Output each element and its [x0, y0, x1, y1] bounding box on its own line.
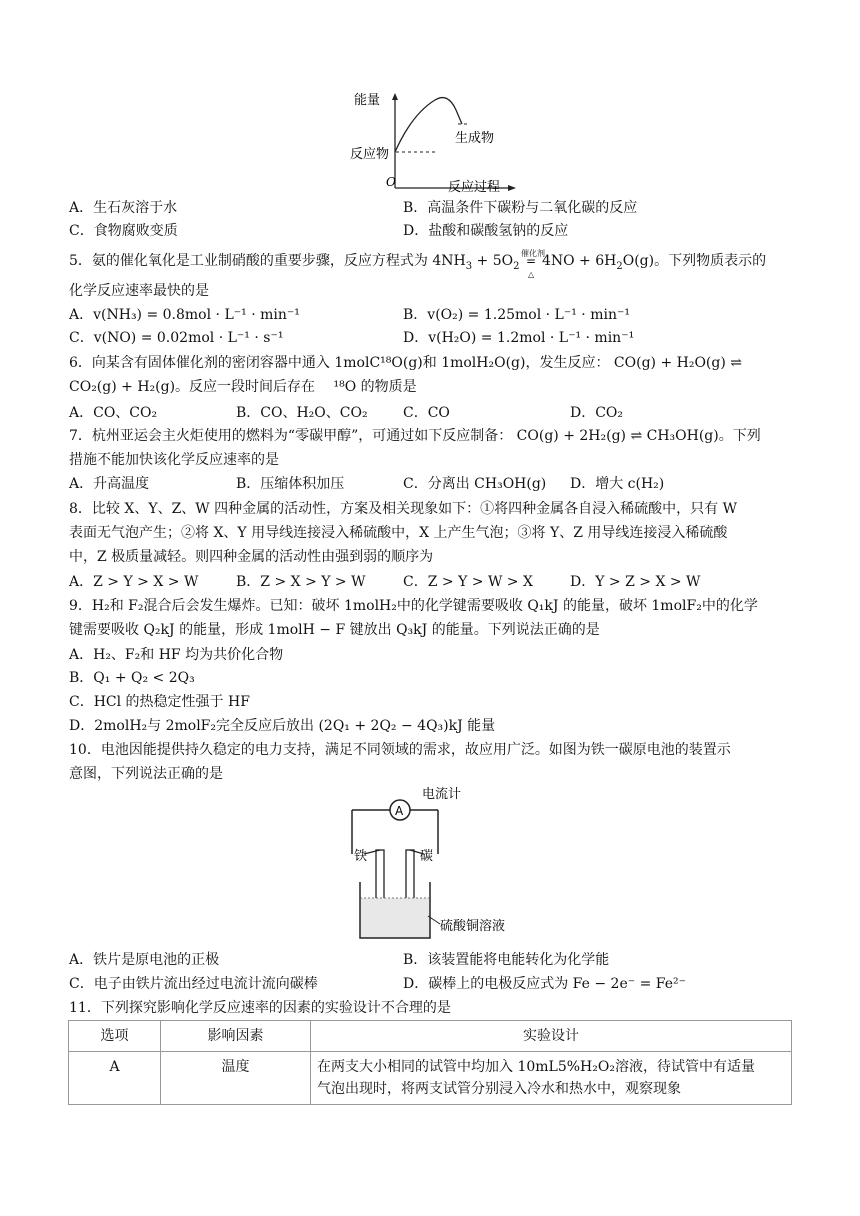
q4-option-c: C．食物腐败变质 [69, 223, 178, 239]
q6-option-a: A．CO、CO₂ [69, 405, 158, 421]
q8-stem-line3: 中，Z 极质量减轻。则四种金属的活动性由强到弱的顺序为 [69, 549, 434, 565]
galvanic-cell-diagram [340, 782, 520, 946]
q6-stem-line2: CO₂(g) + H₂(g)。反应一段时间后存在 ¹⁸O 的物质是 [69, 379, 417, 395]
reaction-progress-label: 反应过程 [448, 180, 501, 195]
heat-label: △ [527, 270, 535, 279]
q4-option-b: B．高温条件下碳粉与二氧化碳的反应 [403, 200, 638, 216]
q9-option-d: D．2molH₂与 2molF₂完全反应后放出 (2Q₁ + 2Q₂ − 4Q₃)kJ 能量 [69, 718, 496, 734]
q11-table [68, 1020, 792, 1105]
table-row [69, 1052, 792, 1105]
ammeter-symbol: A [395, 804, 404, 818]
origin-label: O [386, 175, 396, 189]
energy-diagram [350, 90, 520, 196]
catalyst-label: 催化剂 [520, 249, 545, 258]
header-factor: 影响因素 [161, 1021, 311, 1052]
row-a-design: 在两支大小相同的试管中均加入 10mL5%H₂O₂溶液，待试管中有适量 气泡出现时，将两支试管分别浸入冷水和热水中，观察现象 [311, 1052, 792, 1105]
energy-axis-label: 能量 [354, 93, 381, 108]
q10-option-a: A．铁片是原电池的正极 [69, 952, 220, 968]
q8-option-c: C．Z > Y > W > X [403, 574, 533, 590]
q6-option-d: D．CO₂ [570, 405, 624, 421]
q11-stem: 11．下列探究影响化学反应速率的因素的实验设计不合理的是 [69, 1000, 451, 1016]
q5-stem-line1: 5．氨的催化氧化是工业制硝酸的重要步骤，反应方程式为 $4NH_3 + 5O_2$ 催化剂 = △ $4NO + 6H_2O(g)$。下列物质表示的 [69, 251, 766, 277]
q8-stem-line2: 表面无气泡产生；②将 X、Y 用导线连接浸入稀硫酸中，X 上产生气泡；③将 Y、Z 用导线连接浸入稀硫酸 [69, 525, 728, 541]
q10-option-d: D．碳棒上的电极反应式为 Fe − 2e⁻ = Fe²⁻ [403, 976, 686, 992]
q7-option-b: B．压缩体积加压 [236, 476, 345, 492]
q10-option-b: B．该装置能将电能转化为化学能 [403, 952, 610, 968]
q6-option-b: B．CO、H₂O、CO₂ [236, 405, 368, 421]
solution-label: 硫酸铜溶液 [440, 919, 506, 934]
row-a-factor: 温度 [161, 1052, 311, 1105]
q7-stem-line1: 7．杭州亚运会主火炬使用的燃料为“零碳甲醇”，可通过如下反应制备： CO(g) + 2H₂(g) ⇌ CH₃OH(g)。下列 [69, 428, 761, 444]
q10-stem-line2: 意图，下列说法正确的是 [69, 766, 223, 782]
header-option: 选项 [69, 1021, 161, 1052]
q8-stem-line1: 8．比较 X、Y、Z、W 四种金属的活动性，方案及相关现象如下：①将四种金属各自浸入稀硫酸中，只有 W [69, 501, 737, 517]
q6-stem-line1: 6．向某含有固体催化剂的密闭容器中通入 1molC¹⁸O(g)和 1molH₂O(g)，发生反应： CO(g) + H₂O(g) ⇌ [69, 355, 742, 371]
ammeter-label: 电流计 [422, 787, 462, 802]
q10-option-c: C．电子由铁片流出经过电流计流向碳棒 [69, 976, 318, 992]
q9-stem-line1: 9．H₂和 F₂混合后会发生爆炸。已知：破坏 1molH₂中的化学键需要吸收 Q₁kJ 的能量，破坏 1molF₂中的化学 [69, 598, 758, 614]
row-a-option: A [69, 1052, 161, 1105]
q7-option-c: C．分离出 CH₃OH(g) [403, 476, 547, 492]
q5-option-c: C．v(NO) = 0.02mol · L⁻¹ · s⁻¹ [69, 330, 284, 346]
q9-option-c: C．HCl 的热稳定性强于 HF [69, 694, 250, 710]
q8-option-a: A．Z > Y > X > W [69, 574, 199, 590]
q5-option-d: D．v(H₂O) = 1.2mol · L⁻¹ · min⁻¹ [403, 330, 635, 346]
q7-option-d: D．增大 c(H₂) [570, 476, 665, 492]
q8-option-b: B．Z > X > Y > W [236, 574, 366, 590]
product-label: 生成物 [455, 131, 495, 146]
q9-option-a: A．H₂、F₂和 HF 均为共价化合物 [69, 647, 284, 663]
q4-option-a: A．生石灰溶于水 [69, 200, 178, 216]
q9-stem-line2: 键需要吸收 Q₂kJ 的能量，形成 1molH − F 键放出 Q₃kJ 的能量。下列说法正确的是 [69, 622, 600, 638]
q5-option-b: B．v(O₂) = 1.25mol · L⁻¹ · min⁻¹ [403, 307, 630, 323]
iron-electrode-label: 铁 [354, 849, 368, 864]
q7-option-a: A．升高温度 [69, 476, 150, 492]
q5-stem-line2: 化学反应速率最快的是 [69, 283, 209, 299]
table-header-row [69, 1021, 792, 1052]
q7-stem-line2: 措施不能加快该化学反应速率的是 [69, 452, 279, 468]
q4-option-d: D．盐酸和碳酸氢钠的反应 [403, 223, 569, 239]
q10-stem-line1: 10．电池因能提供持久稳定的电力支持，满足不同领域的需求，故应用广泛。如图为铁一碳原电池的装置示 [69, 742, 731, 758]
q9-option-b: B．Q₁ + Q₂ < 2Q₃ [69, 670, 195, 686]
q6-option-c: C．CO [403, 405, 450, 421]
carbon-electrode-label: 碳 [420, 849, 434, 864]
header-design: 实验设计 [311, 1021, 792, 1052]
q5-option-a: A．v(NH₃) = 0.8mol · L⁻¹ · min⁻¹ [69, 307, 300, 323]
reactant-label: 反应物 [350, 147, 390, 162]
q8-option-d: D．Y > Z > X > W [570, 574, 701, 590]
